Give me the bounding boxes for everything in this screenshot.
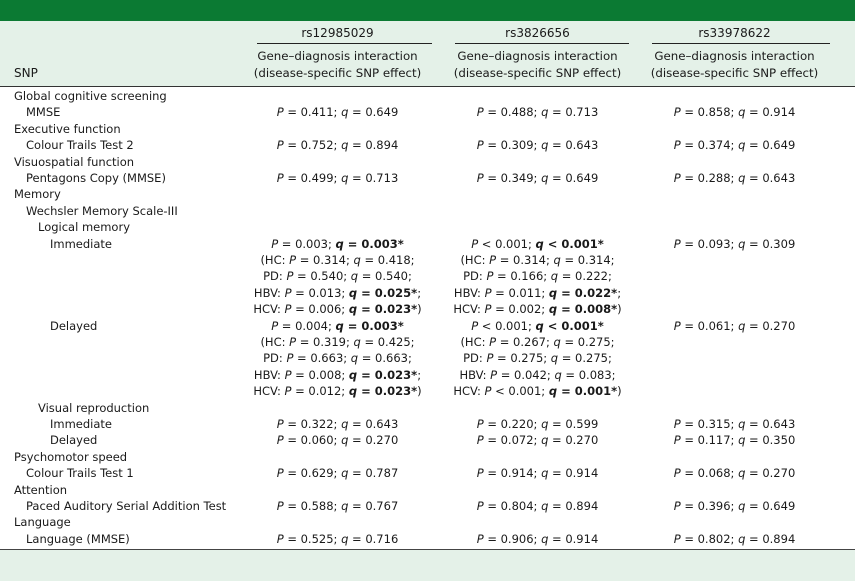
table-row <box>0 170 855 186</box>
row-label: Pentagons Copy (MMSE) <box>26 171 166 185</box>
table-cell: P = 0.629; q = 0.787 <box>276 466 399 481</box>
column-subheader-2 <box>444 48 631 82</box>
row-label: Language (MMSE) <box>26 531 130 546</box>
table-row <box>0 367 855 383</box>
column-header-snp-1: rs12985029 <box>301 26 374 40</box>
table-cell: P = 0.004; q = 0.003* <box>271 318 404 333</box>
table-cell: HCV: P = 0.012; q = 0.023*) <box>253 384 422 399</box>
table-cell: (HC: P = 0.314; q = 0.418; <box>260 253 415 267</box>
table-cell: PD: P = 0.663; q = 0.663; <box>263 351 412 366</box>
table-row <box>0 121 855 137</box>
table-cell: P = 0.220; q = 0.599 <box>476 417 599 431</box>
table-cell: (HC: P = 0.267; q = 0.275; <box>460 335 615 349</box>
row-label: Executive function <box>14 121 121 136</box>
table-row <box>0 236 855 252</box>
column-header-snp-3: rs33978622 <box>698 26 771 40</box>
table-row <box>0 432 855 448</box>
table-cell: P = 0.588; q = 0.767 <box>276 499 399 513</box>
table-cell: P = 0.374; q = 0.649 <box>673 138 796 153</box>
table-cell: P = 0.411; q = 0.649 <box>276 105 399 120</box>
table-cell: P = 0.117; q = 0.350 <box>673 433 796 448</box>
table-cell: HBV: P = 0.042; q = 0.083; <box>459 367 616 382</box>
row-label: Psychomotor speed <box>14 449 128 464</box>
table-row <box>0 203 855 219</box>
table-cell: P = 0.072; q = 0.270 <box>476 433 599 448</box>
table-cell: PD: P = 0.540; q = 0.540; <box>263 269 412 284</box>
table-cell: (HC: P = 0.319; q = 0.425; <box>260 335 415 349</box>
table-cell: PD: P = 0.166; q = 0.222; <box>463 269 612 284</box>
table-cell: P < 0.001; q < 0.001* <box>471 318 604 333</box>
table-row <box>0 219 855 235</box>
table-cell: P = 0.906; q = 0.914 <box>476 531 599 546</box>
table-row <box>0 104 855 120</box>
row-label: Delayed <box>50 318 98 333</box>
row-label: Memory <box>14 187 61 202</box>
table-cell: P = 0.802; q = 0.894 <box>673 531 796 546</box>
row-label: Visual reproduction <box>38 400 150 415</box>
table-cell: P = 0.858; q = 0.914 <box>673 105 796 120</box>
column-header-snp-2: rs3826656 <box>505 26 570 40</box>
column-subheader-line-1: Gene–diagnosis interaction <box>457 49 618 63</box>
row-label: Global cognitive screening <box>14 89 167 103</box>
table-row <box>0 301 855 317</box>
table-row <box>0 498 855 514</box>
table-row <box>0 531 855 547</box>
column-header-rule-3 <box>652 43 830 44</box>
column-subheader-line-2: (disease-specific SNP effect) <box>253 66 422 80</box>
column-subheader-1 <box>244 48 431 82</box>
table-cell: P = 0.309; q = 0.643 <box>476 138 599 153</box>
table-row <box>0 383 855 399</box>
column-header-rule-2 <box>455 43 629 44</box>
column-subheader-3 <box>641 48 828 82</box>
table-row <box>0 482 855 498</box>
table-cell: P = 0.315; q = 0.643 <box>673 417 796 431</box>
table-cell: P = 0.804; q = 0.894 <box>476 499 599 513</box>
table-cell: P = 0.752; q = 0.894 <box>276 138 399 153</box>
table-cell: P = 0.322; q = 0.643 <box>276 417 399 431</box>
table-row <box>0 137 855 153</box>
table-row <box>0 350 855 366</box>
table-top-bar <box>0 0 855 21</box>
column-subheader-line-2: (disease-specific SNP effect) <box>650 66 819 80</box>
table-cell: P = 0.003; q = 0.003* <box>271 236 404 251</box>
table-cell: HCV: P < 0.001; q = 0.001*) <box>453 384 622 399</box>
table-cell: PD: P = 0.275; q = 0.275; <box>463 351 612 366</box>
table-cell: P = 0.914; q = 0.914 <box>476 466 599 481</box>
table-cell: HCV: P = 0.006; q = 0.023*) <box>253 302 422 317</box>
table-row <box>0 268 855 284</box>
snp-column-header: SNP <box>14 66 38 80</box>
row-label: Immediate <box>50 236 112 251</box>
table-cell: P = 0.525; q = 0.716 <box>276 531 399 546</box>
row-label: Immediate <box>50 417 112 431</box>
column-subheader-line-1: Gene–diagnosis interaction <box>654 49 815 63</box>
table-cell: P = 0.061; q = 0.270 <box>673 318 796 333</box>
table-body <box>0 87 855 549</box>
row-label: Logical memory <box>38 220 131 235</box>
table-row <box>0 400 855 416</box>
table-cell: P = 0.396; q = 0.649 <box>673 499 796 513</box>
table-cell: P < 0.001; q < 0.001* <box>471 236 604 251</box>
row-label: Visuospatial function <box>14 154 135 169</box>
table-row <box>0 465 855 481</box>
table-row <box>0 186 855 202</box>
table-cell: P = 0.068; q = 0.270 <box>673 466 796 481</box>
table-row <box>0 449 855 465</box>
table-cell: P = 0.499; q = 0.713 <box>276 171 399 185</box>
row-label: Colour Trails Test 1 <box>26 466 134 481</box>
bottom-rule <box>0 549 855 550</box>
table-cell: (HC: P = 0.314; q = 0.314; <box>460 253 615 267</box>
table-row <box>0 252 855 268</box>
table-cell: P = 0.060; q = 0.270 <box>276 433 399 448</box>
column-header-rule-1 <box>257 43 432 44</box>
table-row <box>0 154 855 170</box>
row-label: Attention <box>14 482 68 497</box>
table-cell: P = 0.488; q = 0.713 <box>476 105 599 120</box>
table-cell: P = 0.093; q = 0.309 <box>673 236 796 251</box>
table-row <box>0 318 855 334</box>
row-label: Colour Trails Test 2 <box>26 138 134 153</box>
table-cell: P = 0.349; q = 0.649 <box>476 171 599 185</box>
table-cell: HBV: P = 0.013; q = 0.025*; <box>253 285 422 300</box>
table-row <box>0 334 855 350</box>
row-label: Delayed <box>50 433 98 448</box>
row-label: Language <box>14 515 71 530</box>
row-label: Wechsler Memory Scale-III <box>26 203 178 218</box>
table-row <box>0 285 855 301</box>
table-row <box>0 88 855 104</box>
column-subheader-line-2: (disease-specific SNP effect) <box>453 66 622 80</box>
table-cell: HBV: P = 0.011; q = 0.022*; <box>453 285 622 300</box>
table-row <box>0 514 855 530</box>
row-label: MMSE <box>26 105 61 120</box>
table-cell: P = 0.288; q = 0.643 <box>673 171 796 185</box>
table-cell: HCV: P = 0.002; q = 0.008*) <box>453 302 622 317</box>
column-subheader-line-1: Gene–diagnosis interaction <box>257 49 418 63</box>
row-label: Paced Auditory Serial Addition Test <box>26 499 227 513</box>
table-row <box>0 416 855 432</box>
table-cell: HBV: P = 0.008; q = 0.023*; <box>253 367 422 382</box>
